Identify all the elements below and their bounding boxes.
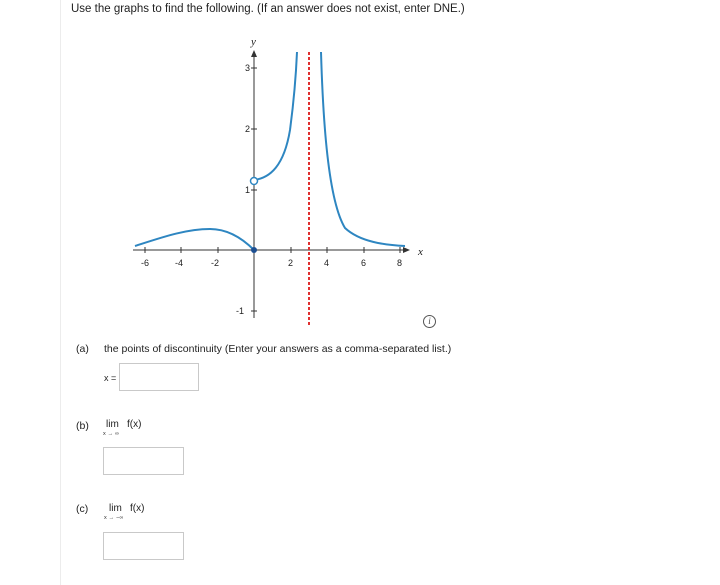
open-point <box>251 178 258 185</box>
part-b-func: f(x) <box>127 419 142 430</box>
part-c-lim: lim <box>109 503 122 514</box>
y-tick-label: -1 <box>236 306 245 316</box>
part-c-letter: (c) <box>76 503 89 515</box>
info-icon[interactable]: i <box>423 315 436 328</box>
x-axis-label: x <box>418 246 423 258</box>
part-b-lim: lim <box>106 419 119 430</box>
instructions-text: Use the graphs to find the following. (If an answer does not exist, enter DNE.) <box>71 3 465 15</box>
y-tick-label: 1 <box>245 185 251 195</box>
x-tick-label: -6 <box>141 258 150 268</box>
part-a-text: the points of discontinuity (Enter your answers as a comma-separated list.) <box>104 343 452 355</box>
y-axis-arrow <box>251 50 257 57</box>
part-c-answer-input[interactable] <box>103 532 184 560</box>
closed-point <box>251 247 257 253</box>
middle-curve <box>254 52 297 180</box>
y-tick-label: 3 <box>245 63 251 73</box>
part-a-x-prefix: x = <box>104 373 117 383</box>
part-a-answer-input[interactable] <box>119 363 199 391</box>
x-tick-label: 6 <box>361 258 367 268</box>
part-c-func: f(x) <box>130 503 145 514</box>
x-tick-label: 8 <box>397 258 403 268</box>
x-tick-label: -4 <box>175 258 184 268</box>
part-b-answer-input[interactable] <box>103 447 184 475</box>
x-axis-arrow <box>403 247 410 253</box>
part-c-limit-subscript: x → −∞ <box>104 515 124 521</box>
right-curve <box>321 52 405 246</box>
x-tick-label: 2 <box>288 258 294 268</box>
x-tick-label: -2 <box>211 258 220 268</box>
left-curve <box>135 229 254 250</box>
y-tick-label: 2 <box>245 124 251 134</box>
part-a-letter: (a) <box>76 343 89 355</box>
x-tick-label: 4 <box>324 258 330 268</box>
part-b-limit-subscript: x → ∞ <box>103 431 120 437</box>
y-axis-label: y <box>251 36 256 48</box>
part-b-letter: (b) <box>76 420 89 432</box>
